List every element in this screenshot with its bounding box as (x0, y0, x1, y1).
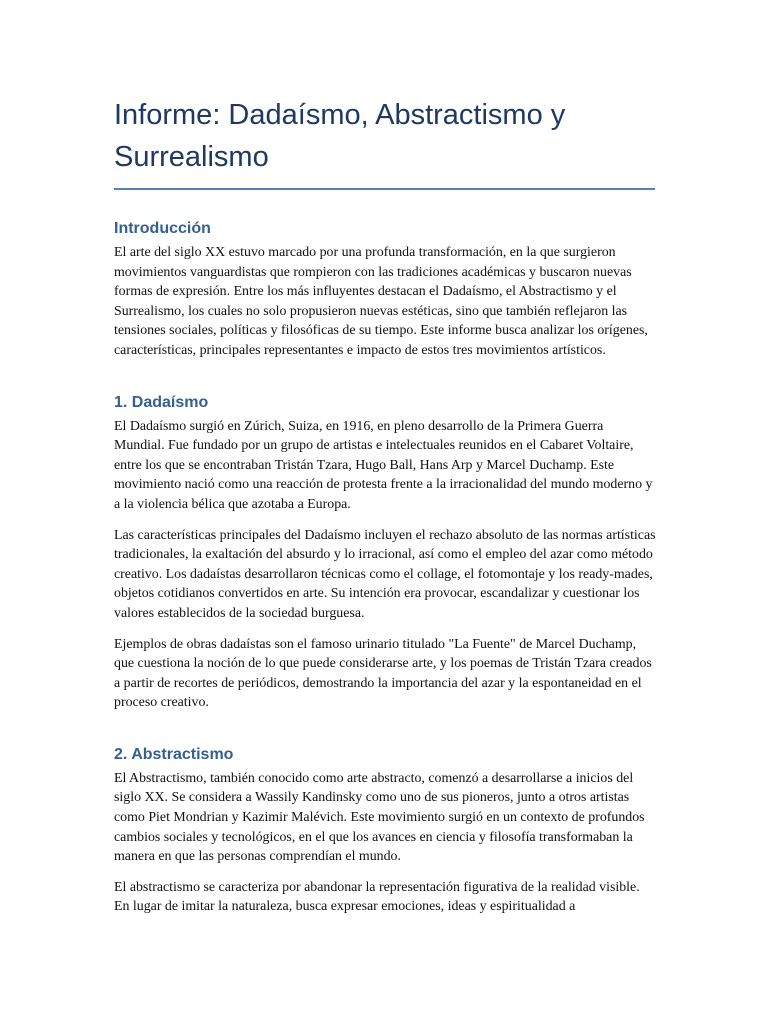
document-page (114, 0, 656, 1024)
paragraph-abstractismo-2: El abstractismo se caracteriza por abandonar la representación figurativa de la realidad visible. En lugar de imitar la naturaleza, busca expresar emociones, ideas y espiritualidad a (114, 879, 640, 915)
paragraph-abstractismo-1: El Abstractismo, también conocido como arte abstracto, comenzó a desarrollarse a inicios del siglo XX. Se considera a Wassily Kandinsky como uno de sus pioneros, junto a otros artistas como Piet Mondrian y Kazimir Malévich. Este movimiento surgió en un contexto de profundos cambios sociales y tecnológicos, en el que los avances en ciencia y filosofía transformaban la manera en que las personas comprendían el mundo. (114, 770, 645, 865)
paragraph-dadaismo-3: Ejemplos de obras dadaístas son el famoso urinario titulado "La Fuente" de Marcel Duchamp, que cuestiona la noción de lo que puede considerarse arte, y los poemas de Tristán Tzara creados a partir de recortes de periódicos, demostrando la importancia del azar y la espontaneidad en el proceso creativo. (114, 636, 652, 711)
title-underline (114, 188, 655, 190)
section-heading-introduccion: Introducción (114, 220, 211, 237)
paragraph-introduccion-1: El arte del siglo XX estuvo marcado por una profunda transformación, en la que surgieron movimientos vanguardistas que rompieron con las tradiciones académicas y buscaron nuevas formas de expresión. Entre los más influyentes destacan el Dadaísmo, el Abstractismo y el Surrealismo, los cuales no solo propusieron nuevas estéticas, sino que también reflejaron las tensiones sociales, políticas y filosóficas de su tiempo. Este informe busca analizar los orígenes, características, principales representantes e impacto de estos tres movimientos artísticos. (114, 245, 648, 358)
section-heading-dadaismo: 1. Dadaísmo (114, 393, 209, 411)
document-title: Informe: Dadaísmo, Abstractismo y Surrealismo (114, 99, 566, 173)
paragraph-dadaismo-1: El Dadaísmo surgió en Zúrich, Suiza, en 1916, en pleno desarrollo de la Primera Guerra Mundial. Fue fundado por un grupo de artistas e intelectuales reunidos en el Cabaret Voltaire, entre los que se encontraban Tristán Tzara, Hugo Ball, Hans Arp y Marcel Duchamp. Este movimiento nació como una reacción de protesta frente a la irracionalidad del mundo moderno y a la violencia bélica que azotaba a Europa. (114, 418, 653, 512)
section-heading-abstractismo: 2. Abstractismo (114, 745, 234, 763)
paragraph-dadaismo-2: Las características principales del Dadaísmo incluyen el rechazo absoluto de las normas artísticas tradicionales, la exaltación del absurdo y lo irracional, así como el empleo del azar como método creativo. Los dadaístas desarrollaron técnicas como el collage, el fotomontaje y los ready-mades, objetos cotidianos convertidos en arte. Su intención era provocar, escandalizar y cuestionar los valores establecidos de la sociedad burguesa. (114, 527, 656, 621)
